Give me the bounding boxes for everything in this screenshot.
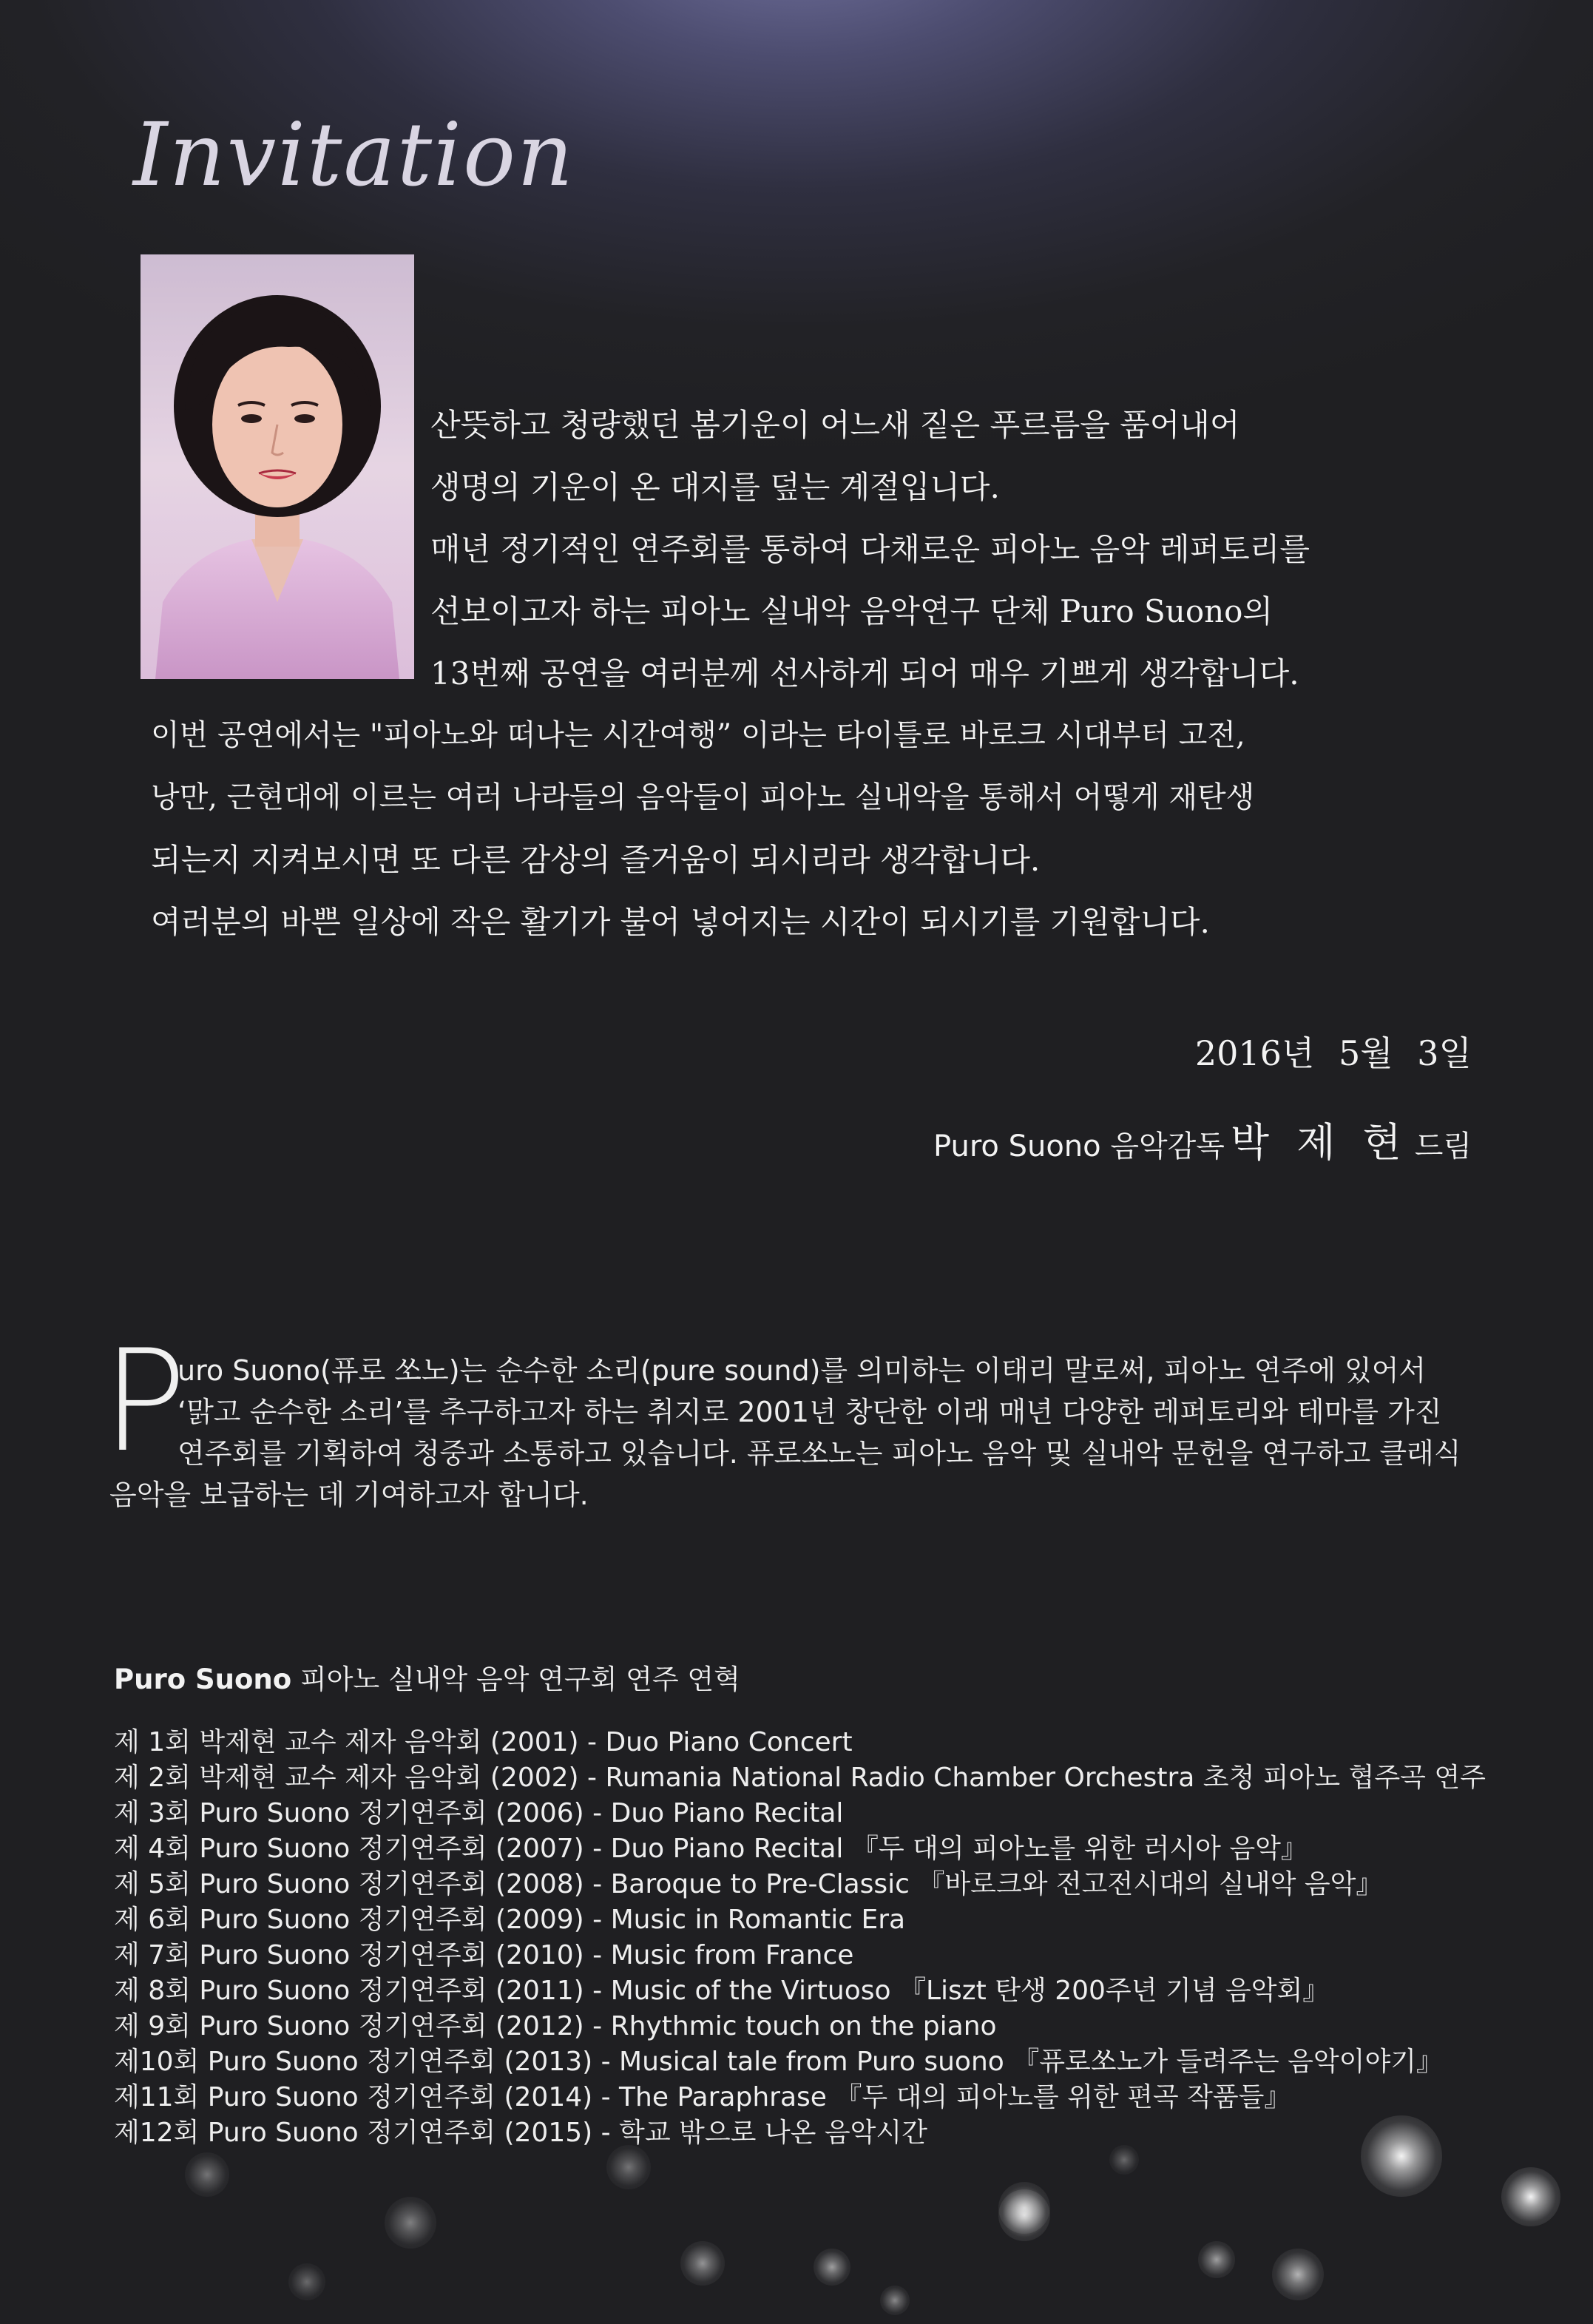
sparkle-decoration [680,2241,725,2286]
history-heading-brand: Puro Suono [114,1663,292,1695]
history-item: 제 9회 Puro Suono 정기연주회 (2012) - Rhythmic touch on the piano [114,2011,997,2041]
sparkle-decoration [385,2197,436,2249]
letter-signature [933,1111,1472,1168]
letter-line: 생명의 기운이 온 대지를 덮는 계절입니다. [430,469,1000,505]
letter-line: 선보이고자 하는 피아노 실내악 음악연구 단체 Puro Suono의 [430,593,1274,629]
history-item: 제 8회 Puro Suono 정기연주회 (2011) - Music of the Virtuoso 『Liszt 탄생 200주년 기념 음악회』 [114,1976,1330,2006]
about-line: 음악을 보급하는 데 기여하고자 합니다. [109,1479,589,1511]
sparkle-decoration [1272,2249,1324,2300]
sparkle-decoration [606,2145,651,2189]
about-dropcap: P [102,1320,187,1483]
history-heading-text: 피아노 실내악 음악 연구회 연주 연혁 [300,1663,740,1695]
letter-line: 이번 공연에서는 "피아노와 떠나는 시간여행” 이라는 타이틀로 바로크 시대부터 고전, [151,718,1245,752]
about-line: 연주회를 기획하여 청중과 소통하고 있습니다. 퓨로쏘노는 피아노 음악 및 실내악 문헌을 연구하고 클래식 [177,1437,1461,1470]
history-heading [114,1657,740,1697]
history-item: 제 1회 박제현 교수 제자 음악회 (2001) - Duo Piano Concert [114,1727,853,1757]
letter-date: 2016년 5월 3일 [1194,1033,1472,1073]
history-item: 제12회 Puro Suono 정기연주회 (2015) - 학교 밖으로 나온 음악시간 [114,2118,927,2148]
history-list [114,1725,1486,2151]
letter-line: 낭만, 근현대에 이르는 여러 나라들의 음악들이 피아노 실내악을 통해서 어떻게 재탄생 [151,780,1255,814]
sparkle-decoration [185,2152,229,2197]
history-item: 제 2회 박제현 교수 제자 음악회 (2002) - Rumania National Radio Chamber Orchestra 초청 피아노 협주곡 연주 [114,1763,1486,1793]
history-item: 제11회 Puro Suono 정기연주회 (2014) - The Paraphrase 『두 대의 피아노를 위한 편곡 작품들』 [114,2082,1291,2112]
sparkle-decoration [1501,2167,1560,2226]
letter-line: 매년 정기적인 연주회를 통하여 다채로운 피아노 음악 레퍼토리를 [430,531,1310,567]
letter-line: 산뜻하고 청량했던 봄기운이 어느새 짙은 푸르름을 품어내어 [430,407,1240,443]
signer-suffix: 드림 [1414,1129,1472,1163]
history-item: 제 5회 Puro Suono 정기연주회 (2008) - Baroque to Pre-Classic 『바로크와 전고전시대의 실내악 음악』 [114,1869,1383,1899]
sparkle-decoration [814,2249,850,2286]
sparkle-decoration [1198,2241,1235,2278]
history-item: 제 6회 Puro Suono 정기연주회 (2009) - Music in Romantic Era [114,1905,906,1935]
letter-line: 13번째 공연을 여러분께 선사하게 되어 매우 기쁘게 생각합니다. [430,655,1299,692]
sparkle-decoration [288,2263,325,2300]
signer-name: 박 제 현 [1230,1119,1409,1166]
signer-prefix: Puro Suono 음악감독 [933,1129,1225,1163]
invitation-title: Invitation [133,104,575,206]
history-item: 제 7회 Puro Suono 정기연주회 (2010) - Music from France [114,1940,854,1970]
letter-line: 여러분의 바쁜 일상에 작은 활기가 불어 넣어지는 시간이 되시기를 기원합니다. [151,904,1210,940]
sparkle-decoration [880,2286,910,2315]
about-line: uro Suono(퓨로 쏘노)는 순수한 소리(pure sound)를 의미하는 이태리 말로써, 피아노 연주에 있어서 [177,1354,1427,1387]
portrait-photo [141,254,414,679]
sparkle-decoration [998,2189,1050,2241]
letter-line: 되는지 지켜보시면 또 다른 감상의 즐거움이 되시리라 생각합니다. [151,842,1041,878]
history-item: 제10회 Puro Suono 정기연주회 (2013) - Musical tale from Puro suono 『퓨로쏘노가 들려주는 음악이야기』 [114,2047,1443,2077]
history-item: 제 3회 Puro Suono 정기연주회 (2006) - Duo Piano Recital [114,1798,844,1828]
about-line: ‘맑고 순수한 소리’를 추구하고자 하는 취지로 2001년 창단한 이래 매년 다양한 레퍼토리와 테마를 가진 [177,1396,1442,1428]
history-item: 제 4회 Puro Suono 정기연주회 (2007) - Duo Piano Recital 『두 대의 피아노를 위한 러시아 음악』 [114,1834,1308,1864]
